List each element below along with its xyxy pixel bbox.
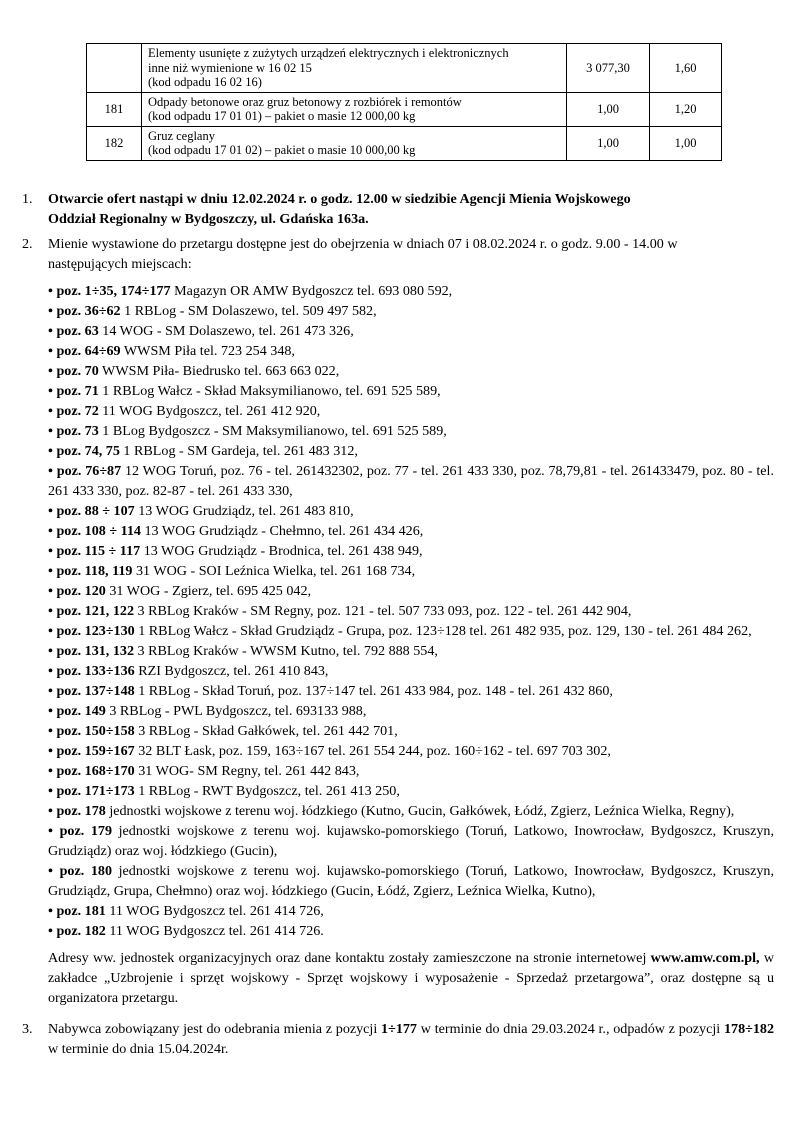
location-text: 3 RBLog - PWL Bydgoszcz, tel. 693133 988, [105, 703, 367, 719]
location-text: 1 RBLog - Skład Toruń, poz. 137÷147 tel. 261 433 984, poz. 148 - tel. 261 432 860, [134, 683, 613, 699]
location-item [48, 901, 774, 921]
bullet-icon: • [48, 503, 53, 519]
location-text: 13 WOG Grudziądz - Brodnica, tel. 261 438 949, [140, 543, 423, 559]
location-item [48, 701, 774, 721]
table-row [87, 126, 722, 160]
description-line: Gruz ceglany [148, 128, 215, 143]
bullet-icon: • [48, 463, 53, 479]
note-text: w zakładce „Uzbrojenie i sprzęt wojskowy - Sprzęt wojskowy i wyposażenie - Sprzedaż przetargowa”, oraz dostępne są u organizatora przetargu. [48, 950, 774, 1006]
row-description [142, 92, 567, 126]
amw-website-link[interactable]: www.amw.com.pl, [650, 950, 760, 966]
bullet-icon: • [48, 323, 53, 339]
row-mass: 1,00 [567, 92, 650, 126]
pickup-text: Nabywca zobowiązany jest do odebrania mienia z pozycji [48, 1021, 382, 1037]
table-row [87, 92, 722, 126]
location-text: Magazyn OR AMW Bydgoszcz tel. 693 080 592, [170, 283, 453, 299]
inspection-info-line: następujących miejscach: [48, 256, 192, 272]
location-text: 11 WOG Bydgoszcz, tel. 261 412 920, [98, 403, 321, 419]
location-item [48, 821, 774, 861]
location-item [48, 741, 774, 761]
position-range: poz. 131, 132 [56, 643, 134, 659]
location-text: 31 WOG- SM Regny, tel. 261 442 843, [134, 763, 360, 779]
location-item [48, 421, 774, 441]
bullet-icon: • [48, 763, 53, 779]
location-item [48, 641, 774, 661]
location-text: 11 WOG Bydgoszcz tel. 261 414 726. [105, 923, 324, 939]
location-item [48, 321, 774, 341]
point-number: 3. [22, 1021, 33, 1037]
position-range: poz. 168÷170 [56, 763, 135, 779]
location-item [48, 561, 774, 581]
addresses-note [48, 948, 774, 1008]
location-text: 1 RBLog Wałcz - Skład Grudziądz - Grupa, poz. 123÷128 tel. 261 482 935, poz. 129, 130 - tel. 261 484 262, [134, 623, 752, 639]
location-text: 1 BLog Bydgoszcz - SM Maksymilianowo, tel. 691 525 589, [98, 423, 447, 439]
row-mass: 3 077,30 [567, 44, 650, 93]
location-item [48, 381, 774, 401]
location-item [48, 301, 774, 321]
table-row [87, 44, 722, 93]
position-range: poz. 171÷173 [56, 783, 135, 799]
locations-list [48, 281, 774, 941]
position-range: poz. 121, 122 [56, 603, 134, 619]
row-mass: 1,00 [567, 126, 650, 160]
bullet-icon: • [48, 383, 53, 399]
bullet-icon: • [48, 403, 53, 419]
position-range: poz. 63 [56, 323, 99, 339]
bullet-icon: • [48, 863, 53, 879]
bullet-icon: • [48, 543, 53, 559]
opening-info-line: Otwarcie ofert nastąpi w dniu 12.02.2024 r. o godz. 12.00 w siedzibie Agencji Mienia Wojskowego [48, 191, 631, 207]
location-text: WWSM Piła- Biedrusko tel. 663 663 022, [98, 363, 340, 379]
location-item [48, 661, 774, 681]
bullet-icon: • [48, 743, 53, 759]
bullet-icon: • [48, 783, 53, 799]
position-range: poz. 115 ÷ 117 [56, 543, 141, 559]
bullet-icon: • [48, 303, 53, 319]
location-item [48, 521, 774, 541]
location-item [48, 861, 774, 901]
row-price: 1,20 [650, 92, 722, 126]
point-number: 2. [22, 236, 33, 252]
position-range: poz. 76÷87 [56, 463, 122, 479]
position-range: poz. 64÷69 [56, 343, 121, 359]
position-range: poz. 70 [56, 363, 99, 379]
row-number: 182 [87, 126, 142, 160]
location-item [48, 501, 774, 521]
location-text: RZI Bydgoszcz, tel. 261 410 843, [134, 663, 329, 679]
location-item [48, 461, 774, 501]
location-item [48, 341, 774, 361]
position-range: poz. 108 ÷ 114 [56, 523, 141, 539]
row-description [142, 126, 567, 160]
location-text: 3 RBLog - Skład Gałkówek, tel. 261 442 701, [134, 723, 398, 739]
position-range: poz. 1÷35, 174÷177 [56, 283, 171, 299]
inspection-info-line: Mienie wystawione do przetargu dostępne jest do obejrzenia w dniach 07 i 08.02.2024 r. o godz. 9.00 - 14.00 w [48, 236, 678, 252]
bullet-icon: • [48, 703, 53, 719]
bullet-icon: • [48, 283, 53, 299]
location-item [48, 581, 774, 601]
location-text: 3 RBLog Kraków - WWSM Kutno, tel. 792 888 554, [133, 643, 438, 659]
bullet-icon: • [48, 723, 53, 739]
position-range: poz. 72 [56, 403, 99, 419]
location-item [48, 921, 774, 941]
location-item [48, 801, 774, 821]
location-item [48, 781, 774, 801]
location-text: 11 WOG Bydgoszcz tel. 261 414 726, [105, 903, 324, 919]
bullet-icon: • [48, 903, 53, 919]
location-text: 3 RBLog Kraków - SM Regny, poz. 121 - tel. 507 733 093, poz. 122 - tel. 261 442 904, [133, 603, 632, 619]
bullet-icon: • [48, 583, 53, 599]
bullet-icon: • [48, 603, 53, 619]
bullet-icon: • [48, 823, 53, 839]
position-range: poz. 133÷136 [56, 663, 135, 679]
point-3 [22, 1019, 774, 1059]
point-number: 1. [22, 191, 33, 207]
description-line: inne niż wymienione w 16 02 15 [148, 60, 312, 75]
bullet-icon: • [48, 683, 53, 699]
bullet-icon: • [48, 343, 53, 359]
bullet-icon: • [48, 923, 53, 939]
position-range: poz. 182 [56, 923, 106, 939]
positions-range: 1÷177 [381, 1021, 417, 1037]
location-text: jednostki wojskowe z terenu woj. kujawsko-pomorskiego (Toruń, Latkowo, Inowrocław, Bydgoszcz, Kruszyn, Grudziądz) oraz woj. łódzkiego (Gucin), [48, 823, 774, 859]
row-number [87, 44, 142, 93]
bullet-icon: • [48, 423, 53, 439]
location-item [48, 361, 774, 381]
row-number: 181 [87, 92, 142, 126]
position-range: poz. 74, 75 [56, 443, 120, 459]
location-item [48, 601, 774, 621]
location-item [48, 441, 774, 461]
pickup-text: w terminie do dnia 29.03.2024 r., odpadów z pozycji [416, 1021, 724, 1037]
position-range: poz. 137÷148 [56, 683, 135, 699]
location-item [48, 721, 774, 741]
position-range: poz. 88 ÷ 107 [56, 503, 135, 519]
location-text: 31 WOG - Zgierz, tel. 695 425 042, [105, 583, 312, 599]
location-text: 13 WOG Grudziądz, tel. 261 483 810, [134, 503, 354, 519]
position-range: poz. 123÷130 [56, 623, 135, 639]
note-text: Adresy ww. jednostek organizacyjnych oraz dane kontaktu zostały zamieszczone na stronie internetowej [48, 950, 651, 966]
position-range: poz. 180 [59, 863, 112, 879]
location-item [48, 541, 774, 561]
description-line: (kod odpadu 16 02 16) [148, 75, 262, 89]
description-line: (kod odpadu 17 01 01) – pakiet o masie 12 000,00 kg [148, 109, 416, 123]
location-text: 1 RBLog - RWT Bydgoszcz, tel. 261 413 250, [134, 783, 400, 799]
position-range: poz. 71 [56, 383, 99, 399]
location-text: 14 WOG - SM Dolaszewo, tel. 261 473 326, [98, 323, 354, 339]
row-price: 1,00 [650, 126, 722, 160]
row-price: 1,60 [650, 44, 722, 93]
row-description [142, 44, 567, 93]
position-range: poz. 159÷167 [56, 743, 135, 759]
bullet-icon: • [48, 803, 53, 819]
location-text: jednostki wojskowe z terenu woj. kujawsko-pomorskiego (Toruń, Latkowo, Inowrocław, Bydgoszcz, Kruszyn, Grudziądz, Grupa, Chełmno) oraz woj. łódzkiego (Gucin, Łódź, Zgierz, Leźnica Wielka, Kutno), [48, 863, 774, 899]
location-item [48, 281, 774, 301]
position-range: poz. 120 [56, 583, 106, 599]
location-text: 13 WOG Grudziądz - Chełmno, tel. 261 434 426, [140, 523, 424, 539]
location-item [48, 681, 774, 701]
bullet-icon: • [48, 623, 53, 639]
point-2 [22, 234, 774, 1008]
bullet-icon: • [48, 643, 53, 659]
location-item [48, 401, 774, 421]
position-range: poz. 149 [56, 703, 106, 719]
bullet-icon: • [48, 363, 53, 379]
positions-range: 178÷182 [723, 1021, 774, 1037]
location-text: 12 WOG Toruń, poz. 76 - tel. 261432302, poz. 77 - tel. 261 433 330, poz. 78,79,81 - tel. 261433479, poz. 80 - tel. 261 433 330, poz. 82-87 - tel. 261 433 330, [48, 463, 774, 499]
location-text: 1 RBLog - SM Dolaszewo, tel. 509 497 582, [120, 303, 377, 319]
position-range: poz. 118, 119 [56, 563, 133, 579]
bullet-icon: • [48, 563, 53, 579]
location-text: 1 RBLog - SM Gardeja, tel. 261 483 312, [119, 443, 358, 459]
bullet-icon: • [48, 443, 53, 459]
waste-table [86, 43, 722, 161]
location-text: 32 BLT Łask, poz. 159, 163÷167 tel. 261 554 244, poz. 160÷162 - tel. 697 703 302, [134, 743, 611, 759]
location-text: 1 RBLog Wałcz - Skład Maksymilianowo, tel. 691 525 589, [98, 383, 441, 399]
position-range: poz. 178 [56, 803, 106, 819]
location-item [48, 761, 774, 781]
opening-info-line: Oddział Regionalny w Bydgoszczy, ul. Gdańska 163a. [48, 211, 369, 227]
bullet-icon: • [48, 663, 53, 679]
position-range: poz. 179 [59, 823, 112, 839]
pickup-text: w terminie do dnia 15.04.2024r. [48, 1041, 229, 1057]
position-range: poz. 150÷158 [56, 723, 135, 739]
bullet-icon: • [48, 523, 53, 539]
location-item [48, 621, 774, 641]
description-line: (kod odpadu 17 01 02) – pakiet o masie 10 000,00 kg [148, 143, 416, 157]
location-text: 31 WOG - SOI Leźnica Wielka, tel. 261 168 734, [132, 563, 416, 579]
point-1 [22, 189, 774, 229]
position-range: poz. 181 [56, 903, 106, 919]
location-text: jednostki wojskowe z terenu woj. łódzkiego (Kutno, Gucin, Gałkówek, Łódź, Zgierz, Leźnica Wielka, Regny), [105, 803, 735, 819]
position-range: poz. 36÷62 [56, 303, 121, 319]
position-range: poz. 73 [56, 423, 99, 439]
description-line: Elementy usunięte z zużytych urządzeń elektrycznych i elektronicznych [148, 46, 509, 60]
description-line: Odpady betonowe oraz gruz betonowy z rozbiórek i remontów [148, 94, 462, 109]
location-text: WWSM Piła tel. 723 254 348, [120, 343, 295, 359]
